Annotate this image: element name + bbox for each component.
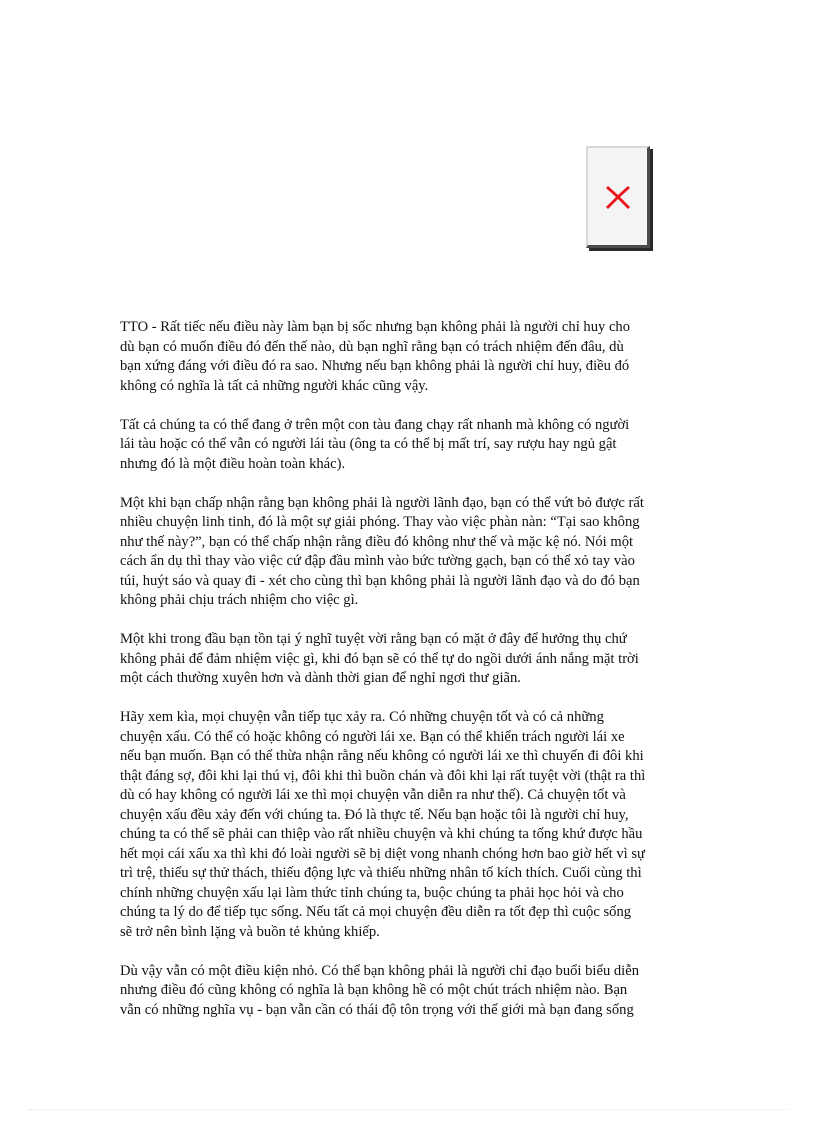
- paragraph-line: nhưng đó là một điều hoàn toàn khác).: [120, 455, 346, 472]
- broken-image-icon: [603, 182, 633, 212]
- paragraph-line: không có nghĩa là tất cả những người khác cũng vậy.: [120, 377, 429, 394]
- body-paragraph: [120, 494, 688, 611]
- paragraph-line: chính những chuyện xấu lại làm thức tỉnh chúng ta, buộc chúng ta phải học hỏi và cho: [120, 884, 624, 901]
- paragraph-line: bạn xứng đáng với điều đó ra sao. Nhưng nếu bạn không phải là người chỉ huy, điều đó: [120, 358, 630, 374]
- paragraph-line: không phải chịu trách nhiệm cho việc gì.: [120, 592, 359, 608]
- paragraph-line: vẫn có những nghĩa vụ - bạn vẫn cần có thái độ tôn trọng với thế giới mà bạn đang sống: [120, 1001, 634, 1018]
- paragraph-line: chuyện xấu đều xảy đến với chúng ta. Đó là thực tế. Nếu bạn hoặc tôi là người chỉ huy,: [120, 806, 629, 823]
- paragraph-line: chúng ta lý do để tiếp tục sống. Nếu tất cả mọi chuyện đều diễn ra tốt đẹp thì cuộc sống: [120, 904, 632, 920]
- paragraph-line: nhiều chuyện linh tinh, đó là một sự giải phóng. Thay vào việc phàn nàn: “Tại sao không: [120, 514, 640, 530]
- paragraph-line: một cách thường xuyên hơn và dành thời gian để nghỉ ngơi thư giãn.: [120, 670, 521, 686]
- paragraph-line: không phải để đảm nhiệm việc gì, khi đó bạn sẽ có thể tự do ngồi dưới ánh nắng mặt trời: [120, 650, 639, 667]
- body-paragraph: [120, 708, 688, 942]
- broken-image-placeholder: [586, 146, 650, 248]
- paragraph-line: lái tàu hoặc có thể vẫn có người lái tàu (ông ta có thể bị mất trí, say rượu hay ngủ gật: [120, 436, 617, 452]
- paragraph-line: trì trệ, thiếu sự thử thách, thiếu động lực và thiếu những nhân tố kích thích. Cuối cùng thì: [120, 865, 642, 881]
- body-paragraph: [120, 962, 688, 1021]
- paragraph-line: dù bạn có muốn điều đó đến thế nào, dù bạn nghĩ rằng bạn có trách nhiệm đến đâu, dù: [120, 338, 624, 355]
- article-body: [120, 318, 688, 1040]
- paragraph-line: như thế này?”, bạn có thể chấp nhận rằng điều đó không như thế và mặc kệ nó. Nói một: [120, 533, 634, 550]
- paragraph-line: TTO - Rất tiếc nếu điều này làm bạn bị sốc nhưng bạn không phải là người chỉ huy cho: [120, 319, 631, 335]
- paragraph-line: Một khi bạn chấp nhận rằng bạn không phải là người lãnh đạo, bạn có thể vứt bỏ được rất: [120, 494, 644, 511]
- paragraph-line: nếu bạn muốn. Bạn có thể thừa nhận rằng nếu không có người lái xe thì chuyến đi đôi khi: [120, 748, 644, 764]
- paragraph-line: nhưng điều đó cũng không có nghĩa là bạn không hề có một chút trách nhiệm nào. Bạn: [120, 982, 628, 998]
- paragraph-line: túi, huýt sáo và quay đi - xét cho cùng thì bạn không phải là người lãnh đạo và do đó bạn: [120, 572, 640, 589]
- paragraph-line: thật đáng sợ, đôi khi lại thú vị, đôi khi thì buồn chán và đôi khi lại rất tuyệt vời (thật ra thì: [120, 767, 646, 784]
- paragraph-line: chúng ta có thể sẽ phải can thiệp vào rất nhiều chuyện và khi chúng ta tống khứ được hầu: [120, 826, 643, 842]
- paragraph-line: cách ẩn dụ thì thay vào việc cứ đập đầu mình vào bức tường gạch, bạn có thể xỏ tay vào: [120, 553, 635, 569]
- paragraph-line: hết mọi cái xấu xa thì khi đó loài người sẽ bị diệt vong nhanh chóng hơn bao giờ hết vì sự: [120, 845, 645, 862]
- paragraph-line: Hãy xem kìa, mọi chuyện vẫn tiếp tục xảy ra. Có những chuyện tốt và có cả những: [120, 709, 604, 725]
- paragraph-line: dù có hay không có người lái xe thì mọi chuyện vẫn diễn ra như thế). Cả chuyện tốt và: [120, 787, 626, 803]
- paragraph-line: chuyện xấu. Có thể có hoặc không có người lái xe. Bạn có thể khiển trách người lái xe: [120, 728, 625, 745]
- paragraph-line: sẽ trở nên bình lặng và buồn tẻ khủng khiếp.: [120, 923, 380, 940]
- paragraph-line: Dù vậy vẫn có một điều kiện nhỏ. Có thể bạn không phải là người chỉ đạo buổi biểu diễn: [120, 962, 640, 979]
- paragraph-line: Một khi trong đầu bạn tồn tại ý nghĩ tuyệt vời rằng bạn có mặt ở đây để hưởng thụ chứ: [120, 631, 627, 647]
- body-paragraph: [120, 416, 688, 475]
- body-paragraph: [120, 318, 688, 396]
- page-bottom-divider: [28, 1109, 788, 1110]
- paragraph-line: Tất cả chúng ta có thể đang ở trên một con tàu đang chạy rất nhanh mà không có người: [120, 416, 630, 433]
- body-paragraph: [120, 630, 688, 689]
